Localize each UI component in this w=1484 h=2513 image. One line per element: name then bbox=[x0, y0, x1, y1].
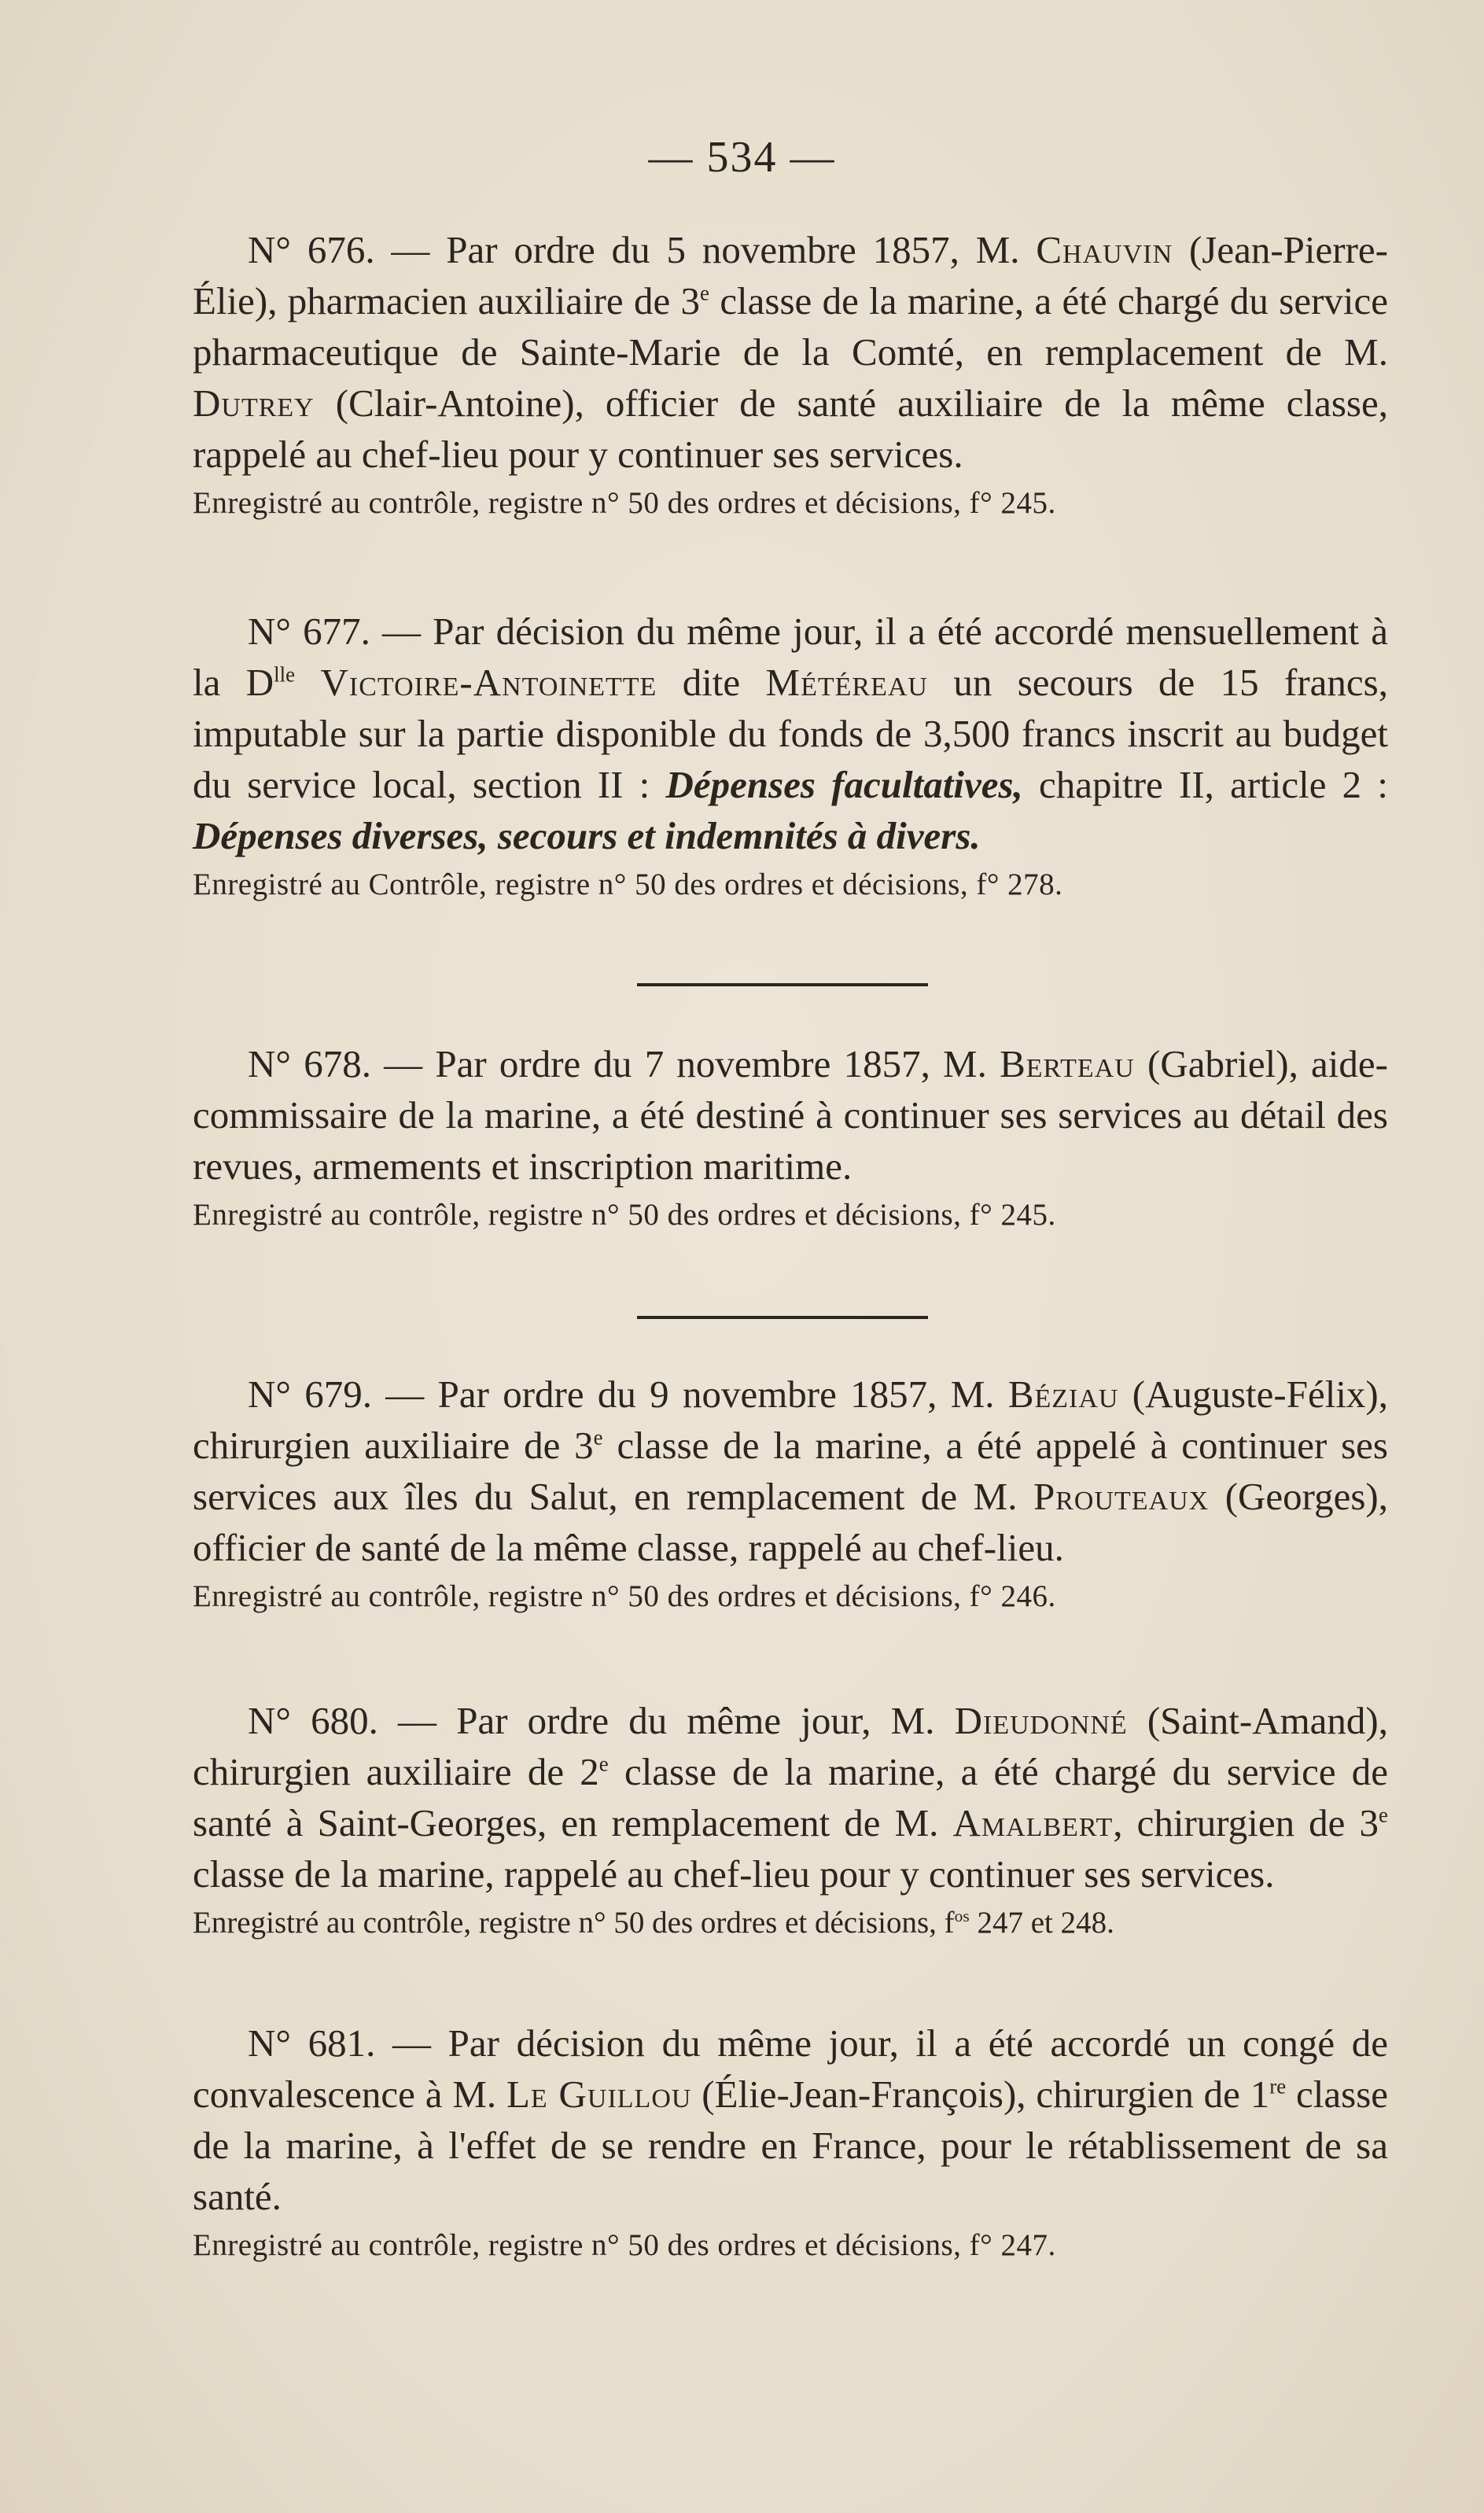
budget-heading: Dépenses facultatives, bbox=[665, 763, 1023, 806]
entry-679 bbox=[193, 1369, 1388, 1617]
entry-text: N° 676. — Par ordre du 5 novembre 1857, M. Chauvin (Jean-Pierre-Élie), pharmacien auxiliaire de 3e classe de la marine, a été chargé du service pharmaceutique de Sainte-Marie de la Comté, en remplacement de M. Dutrey (Clair-Antoine), officier de santé auxiliaire de la même classe, rappelé au chef-lieu pour y continuer ses services. bbox=[193, 228, 1388, 476]
person-name: Chauvin bbox=[1036, 228, 1173, 271]
person-name: Le Guillou bbox=[506, 2073, 692, 2116]
registration-note: Enregistré au contrôle, registre n° 50 des ordres et décisions, f° 246. bbox=[193, 1579, 1056, 1613]
registration-note: Enregistré au Contrôle, registre n° 50 des ordres et décisions, f° 278. bbox=[193, 868, 1063, 901]
entry-text: N° 680. — Par ordre du même jour, M. Dieudonné (Saint-Amand), chirurgien auxiliaire de 2e classe de la marine, a été chargé du service de santé à Saint-Georges, en remplacement de M. Amalbert, chirurgien de 3e classe de la marine, rappelé au chef-lieu pour y continuer ses services. bbox=[193, 1699, 1388, 1896]
person-name: Béziau bbox=[1007, 1373, 1119, 1416]
section-divider bbox=[637, 1316, 928, 1319]
entry-680 bbox=[193, 1695, 1388, 1944]
section-divider bbox=[637, 983, 928, 986]
person-name: Dieudonné bbox=[954, 1699, 1128, 1742]
registration-note: Enregistré au contrôle, registre n° 50 des ordres et décisions, f° 247. bbox=[193, 2228, 1056, 2262]
person-name: Amalbert bbox=[952, 1801, 1114, 1844]
entry-676 bbox=[193, 224, 1388, 524]
person-name: Météreau bbox=[765, 661, 928, 704]
registration-note: Enregistré au contrôle, registre n° 50 des ordres et décisions, f° 245. bbox=[193, 486, 1056, 520]
registration-note: Enregistré au contrôle, registre n° 50 des ordres et décisions, f° 245. bbox=[193, 1198, 1056, 1232]
entry-681 bbox=[193, 2017, 1388, 2266]
budget-heading: Dépenses diverses, secours et indemnités à divers. bbox=[193, 814, 981, 857]
page-number: — 534 — bbox=[648, 133, 836, 182]
entry-text: N° 678. — Par ordre du 7 novembre 1857, M. Berteau (Gabriel), aide-commissaire de la marine, a été destiné à continuer ses services au détail des revues, armements et inscription maritime. bbox=[193, 1042, 1388, 1188]
entry-text: N° 677. — Par décision du même jour, il a été accordé mensuellement à la $D^{lle}$ Victoire-Antoinette dite Météreau un secours de 15 francs, imputable sur la partie disponible du fonds de 3,500 francs inscrit au budget du service local, section II : Dépenses facultatives, chapitre II, article 2 : Dépenses diverses, secours et indemnités à divers. bbox=[193, 610, 1388, 857]
person-name: Berteau bbox=[1000, 1042, 1135, 1085]
entry-678 bbox=[193, 1038, 1388, 1236]
registration-note: Enregistré au contrôle, registre n° 50 des ordres et décisions, $f^{os}$ 247 et 248. bbox=[193, 1906, 1114, 1940]
entry-text: N° 679. — Par ordre du 9 novembre 1857, M. Béziau (Auguste-Félix), chirurgien auxiliaire de 3e classe de la marine, a été appelé à continuer ses services aux îles du Salut, en remplacement de M. Prouteaux (Georges), officier de santé de la même classe, rappelé au chef-lieu. bbox=[193, 1373, 1389, 1569]
entry-text: N° 681. — Par décision du même jour, il a été accordé un congé de convalescence à M. Le Guillou (Élie-Jean-François), chirurgien de 1re classe de la marine, à l'effet de se rendre en France, pour le rétablissement de sa santé. bbox=[193, 2021, 1389, 2218]
person-name: Prouteaux bbox=[1033, 1475, 1210, 1518]
entry-677 bbox=[193, 606, 1388, 905]
person-name: Victoire-Antoinette bbox=[295, 661, 657, 704]
person-name: Dutrey bbox=[193, 381, 315, 425]
